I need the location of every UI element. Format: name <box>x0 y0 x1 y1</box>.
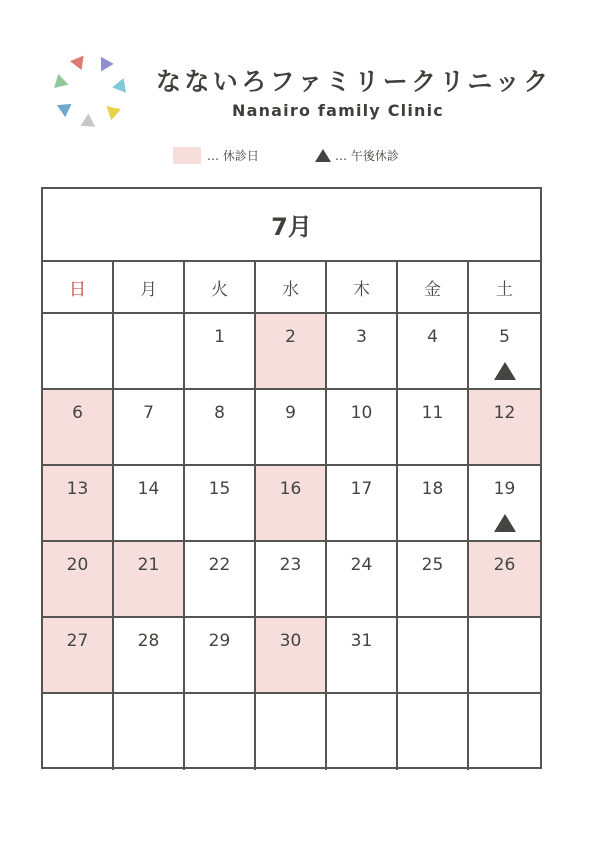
day-cell <box>185 314 256 390</box>
day-cell <box>256 314 327 390</box>
day-cell <box>185 390 256 466</box>
calendar-grid <box>43 262 540 770</box>
day-number: 11 <box>421 403 444 423</box>
day-number: 24 <box>350 555 373 575</box>
day-number: 20 <box>66 555 89 575</box>
calendar <box>41 187 542 769</box>
legend-closed <box>173 147 259 164</box>
logo-petal <box>57 104 72 117</box>
day-cell <box>43 542 114 618</box>
logo-petal <box>54 74 68 88</box>
day-cell <box>114 314 185 390</box>
day-cell <box>398 466 469 542</box>
day-number: 12 <box>493 403 516 423</box>
day-number: 29 <box>208 631 231 651</box>
day-cell <box>43 390 114 466</box>
logo-petal <box>112 78 126 93</box>
day-number: 8 <box>214 403 225 423</box>
afternoon-closed-triangle-icon <box>494 362 516 380</box>
day-number: 4 <box>427 327 438 347</box>
day-number: 31 <box>350 631 373 651</box>
day-number: 5 <box>499 327 510 347</box>
legend-afternoon-label: … 午後休診 <box>335 149 399 163</box>
weekday-header: 金 <box>398 262 469 314</box>
day-cell <box>43 694 114 770</box>
day-cell <box>256 390 327 466</box>
afternoon-closed-triangle-icon <box>494 514 516 532</box>
month-title: 7月 <box>43 189 540 262</box>
day-cell <box>327 390 398 466</box>
day-cell <box>469 466 540 542</box>
day-cell <box>114 618 185 694</box>
day-number: 25 <box>421 555 444 575</box>
weekday-header: 土 <box>469 262 540 314</box>
day-cell <box>398 390 469 466</box>
day-number: 19 <box>493 479 516 499</box>
day-cell <box>256 694 327 770</box>
weekday-header: 火 <box>185 262 256 314</box>
logo-petal <box>80 114 95 127</box>
day-cell <box>469 694 540 770</box>
day-cell <box>327 314 398 390</box>
logo-petal <box>107 106 121 120</box>
day-number: 26 <box>493 555 516 575</box>
day-number: 9 <box>285 403 296 423</box>
day-cell <box>114 542 185 618</box>
day-cell <box>256 542 327 618</box>
weekday-header: 日 <box>43 262 114 314</box>
day-cell <box>327 694 398 770</box>
day-number: 23 <box>279 555 302 575</box>
day-cell <box>469 618 540 694</box>
clinic-name-en: Nanairo family Clinic <box>232 101 444 120</box>
day-number: 18 <box>421 479 444 499</box>
day-cell <box>185 694 256 770</box>
day-cell <box>43 466 114 542</box>
day-number: 15 <box>208 479 231 499</box>
day-cell <box>256 466 327 542</box>
day-cell <box>469 542 540 618</box>
clinic-name-jp: なないろファミリークリニック <box>156 67 552 96</box>
day-cell <box>114 466 185 542</box>
day-cell <box>469 314 540 390</box>
day-number: 3 <box>356 327 367 347</box>
day-cell <box>185 618 256 694</box>
logo-petal <box>101 57 114 72</box>
triangle-icon <box>315 149 331 162</box>
day-cell <box>327 542 398 618</box>
day-number: 16 <box>279 479 302 499</box>
day-cell <box>185 542 256 618</box>
day-cell <box>398 314 469 390</box>
day-number: 14 <box>137 479 160 499</box>
day-cell <box>43 314 114 390</box>
day-number: 7 <box>143 403 154 423</box>
day-number: 6 <box>72 403 83 423</box>
day-number: 2 <box>285 327 296 347</box>
day-number: 13 <box>66 479 89 499</box>
day-number: 21 <box>137 555 160 575</box>
weekday-header: 木 <box>327 262 398 314</box>
weekday-header: 水 <box>256 262 327 314</box>
day-number: 1 <box>214 327 225 347</box>
clinic-logo-icon <box>50 53 130 133</box>
weekday-header: 月 <box>114 262 185 314</box>
day-number: 10 <box>350 403 373 423</box>
day-cell <box>469 390 540 466</box>
day-cell <box>185 466 256 542</box>
day-number: 28 <box>137 631 160 651</box>
day-cell <box>398 542 469 618</box>
day-cell <box>43 618 114 694</box>
day-cell <box>256 618 327 694</box>
day-number: 27 <box>66 631 89 651</box>
day-cell <box>114 390 185 466</box>
day-cell <box>398 618 469 694</box>
logo-petal <box>70 56 84 71</box>
legend-closed-label: … 休診日 <box>207 149 259 163</box>
day-number: 22 <box>208 555 231 575</box>
day-cell <box>398 694 469 770</box>
day-number: 30 <box>279 631 302 651</box>
day-number: 17 <box>350 479 373 499</box>
day-cell <box>327 466 398 542</box>
day-cell <box>114 694 185 770</box>
legend-afternoon <box>315 147 399 164</box>
day-cell <box>327 618 398 694</box>
closed-swatch <box>173 147 201 164</box>
